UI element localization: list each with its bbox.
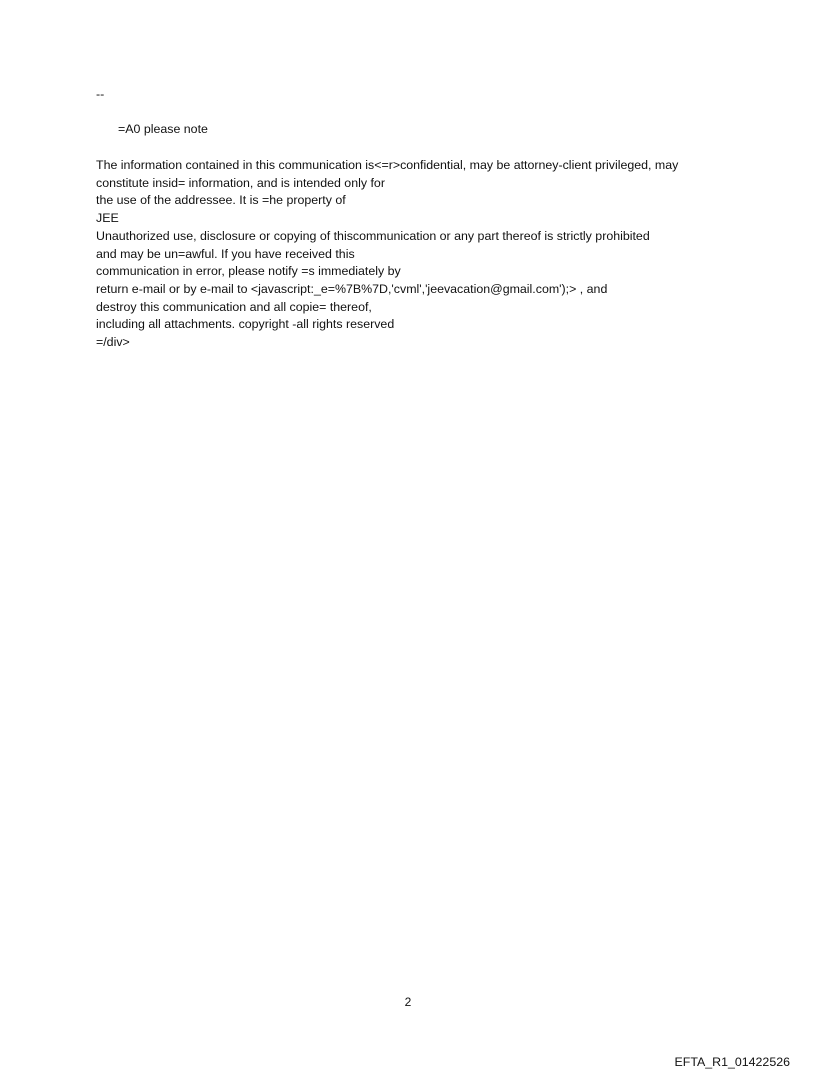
notice-line: return e-mail or by e-mail to <javascript:_e=%7B%7D,'cvml','jeevacation@gmail.com');> , and [96, 281, 608, 296]
notice-line: destroy this communication and all copie= thereof, [96, 299, 372, 314]
notice-line: communication in error, please notify =s immediately by [96, 264, 401, 279]
notice-line: constitute insid= information, and is intended only for [96, 175, 385, 190]
notice-line: including all attachments. copyright -all rights reserved [96, 317, 395, 332]
signature-separator: -- [96, 87, 105, 101]
confidentiality-notice [96, 157, 678, 352]
notice-line: The information contained in this communication is<=r>confidential, may be attorney-client privileged, may [96, 158, 679, 172]
notice-line: JEE [96, 211, 119, 226]
notice-line: =/div> [96, 335, 130, 350]
page-number: 2 [404, 995, 412, 1009]
note-line: =A0 please note [118, 122, 208, 136]
notice-line: and may be un=awful. If you have received this [96, 246, 355, 261]
notice-line: the use of the addressee. It is =he property of [96, 193, 346, 208]
notice-line: Unauthorized use, disclosure or copying of thiscommunication or any part thereof is strictly prohibited [96, 228, 650, 243]
bates-number: EFTA_R1_01422526 [674, 1055, 790, 1069]
